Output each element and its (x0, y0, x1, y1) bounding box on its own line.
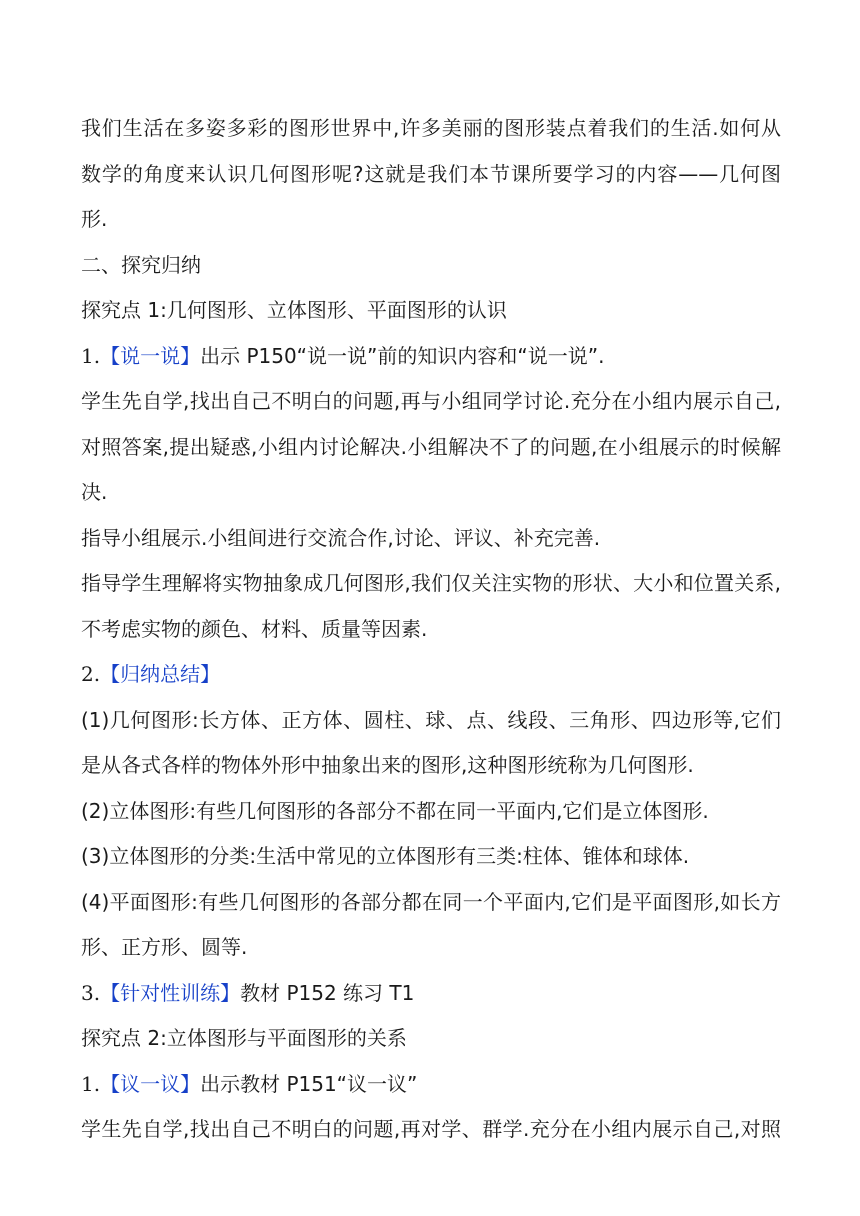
text-line (81, 561, 781, 607)
section-tag: 【归纳总结】 (100, 662, 221, 686)
text-line (81, 789, 781, 835)
line-text: 出示 P150“说一说”前的知识内容和“说一说”. (200, 343, 605, 368)
document-body (81, 106, 781, 1153)
text-line (81, 1016, 781, 1062)
line-text: (2)立体图形:有些几何图形的各部分不都在同一平面内,它们是立体图形. (81, 798, 709, 823)
line-text: 学生先自学,找出自己不明白的问题,再对学、群学.充分在小组内展示自己,对照 (81, 1117, 781, 1141)
text-line (81, 516, 781, 562)
line-text: 决. (81, 480, 108, 504)
section-tag: 【针对性训练】 (100, 980, 241, 1005)
line-text: 是从各式各样的物体外形中抽象出来的图形,这种图形统称为几何图形. (81, 753, 694, 777)
text-line (81, 197, 781, 243)
text-line (81, 698, 781, 744)
line-text: (3)立体图形的分类:生活中常见的立体图形有三类:柱体、锥体和球体. (81, 844, 690, 868)
line-text: 数学的角度来认识几何图形呢?这就是我们本节课所要学习的内容——几何图 (81, 161, 781, 186)
text-line (81, 425, 781, 471)
text-line (81, 834, 781, 880)
text-line (81, 152, 781, 198)
section-tag: 【说一说】 (100, 343, 201, 368)
text-line (81, 243, 781, 289)
item-number: 2. (81, 662, 101, 686)
text-line (81, 288, 781, 334)
line-text: 对照答案,提出疑惑,小组内讨论解决.小组解决不了的问题,在小组展示的时候解 (81, 434, 781, 459)
text-line (81, 880, 781, 926)
text-line (81, 106, 781, 152)
line-text: 探究点 1:几何图形、立体图形、平面图形的认识 (81, 298, 507, 322)
line-text: (1)几何图形:长方体、正方体、圆柱、球、点、线段、三角形、四边形等,它们 (81, 707, 781, 732)
text-line (81, 652, 781, 698)
text-line (81, 971, 781, 1017)
line-text: 教材 P152 练习 T1 (240, 980, 415, 1005)
text-line (81, 334, 781, 380)
section-tag: 【议一议】 (100, 1071, 201, 1096)
text-line (81, 1062, 781, 1108)
line-text: 出示教材 P151“议一议” (200, 1071, 418, 1096)
line-text: 我们生活在多姿多彩的图形世界中,许多美丽的图形装点着我们的生活.如何从 (81, 116, 781, 140)
line-text: 不考虑实物的颜色、材料、质量等因素. (81, 616, 428, 641)
text-line (81, 1107, 781, 1153)
text-line (81, 925, 781, 971)
line-text: 形、正方形、圆等. (81, 935, 248, 959)
item-number: 1. (81, 1071, 101, 1096)
line-text: 指导小组展示.小组间进行交流合作,讨论、评议、补充完善. (81, 525, 601, 550)
line-text: (4)平面图形:有些几何图形的各部分都在同一个平面内,它们是平面图形,如长方 (81, 889, 781, 914)
text-line (81, 607, 781, 653)
line-text: 学生先自学,找出自己不明白的问题,再与小组同学讨论.充分在小组内展示自己, (81, 389, 781, 413)
line-text: 形. (81, 207, 108, 231)
text-line (81, 743, 781, 789)
text-line (81, 470, 781, 516)
line-text: 二、探究归纳 (81, 252, 201, 277)
item-number: 3. (81, 980, 101, 1005)
item-number: 1. (81, 343, 101, 368)
line-text: 指导学生理解将实物抽象成几何图形,我们仅关注实物的形状、大小和位置关系, (81, 571, 781, 595)
line-text: 探究点 2:立体图形与平面图形的关系 (81, 1026, 407, 1050)
text-line (81, 379, 781, 425)
